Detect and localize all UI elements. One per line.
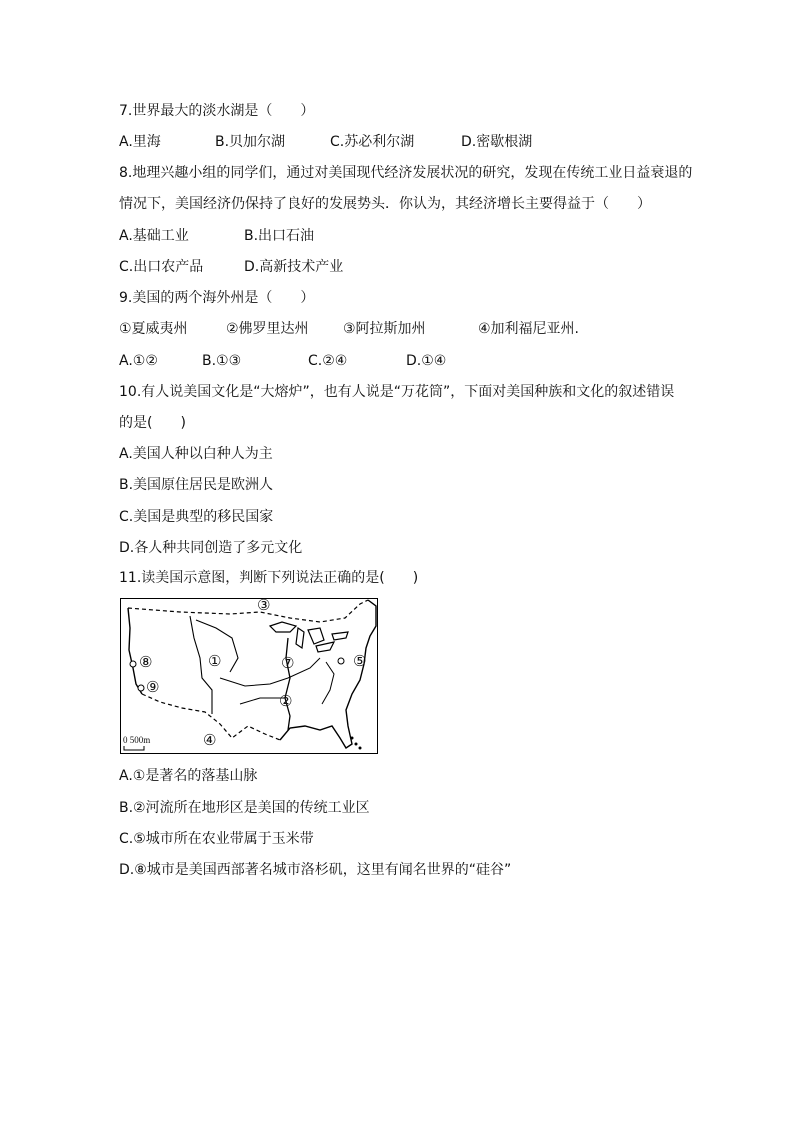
map-scale-label: 0 500m xyxy=(123,735,151,745)
q11-option-b: B.②河流所在地形区是美国的传统工业区 xyxy=(119,800,370,816)
q7-option-a: A.里海 xyxy=(119,134,161,150)
q8-option-b: B.出口石油 xyxy=(244,228,315,244)
q9-stem: 9.美国的两个海外州是（ ） xyxy=(119,290,315,306)
usa-map xyxy=(120,598,378,754)
q10-option-d: D.各人种共同创造了多元文化 xyxy=(119,540,303,556)
map-label-3: ③ xyxy=(257,596,271,614)
q11-option-c: C.⑤城市所在农业带属于玉米带 xyxy=(119,831,314,847)
q9-option-a: A.①② xyxy=(119,353,158,369)
q11-option-d: D.⑧城市是美国西部著名城市洛杉矶，这里有闻名世界的“硅谷” xyxy=(119,862,512,878)
q9-item-2: ②佛罗里达州 xyxy=(226,321,309,337)
q8-option-c: C.出口农产品 xyxy=(119,259,204,275)
q8-stem-line1: 8.地理兴趣小组的同学们，通过对美国现代经济发展状况的研究，发现在传统工业日益衰退的 xyxy=(119,165,693,181)
q7-stem: 7.世界最大的淡水湖是（ ） xyxy=(119,103,315,119)
q8-option-d: D.高新技术产业 xyxy=(244,259,344,275)
q11-option-a: A.①是著名的落基山脉 xyxy=(119,768,258,784)
map-label-7: ⑦ xyxy=(281,654,295,672)
q10-option-c: C.美国是典型的移民国家 xyxy=(119,509,274,525)
map-label-8: ⑧ xyxy=(139,653,153,671)
q10-option-a: A.美国人种以白种人为主 xyxy=(119,446,273,462)
map-label-2: ② xyxy=(279,692,293,710)
q10-option-b: B.美国原住居民是欧洲人 xyxy=(119,477,274,493)
map-label-4: ④ xyxy=(203,731,217,749)
q7-option-b: B.贝加尔湖 xyxy=(215,134,286,150)
q9-item-4: ④加利福尼亚州. xyxy=(478,321,580,337)
q7-option-d: D.密歇根湖 xyxy=(461,134,533,150)
q10-stem-line2: 的是( ) xyxy=(119,415,186,431)
q8-stem-line2: 情况下，美国经济仍保持了良好的发展势头．你认为，其经济增长主要得益于（ ） xyxy=(119,196,651,212)
q7-option-c: C.苏必利尔湖 xyxy=(330,134,415,150)
map-label-9: ⑨ xyxy=(146,678,160,696)
q11-stem: 11.读美国示意图，判断下列说法正确的是( ) xyxy=(119,570,419,586)
q9-option-b: B.①③ xyxy=(202,353,242,369)
q10-stem-line1: 10.有人说美国文化是“大熔炉”，也有人说是“万花筒”，下面对美国种族和文化的叙述错误 xyxy=(119,384,675,400)
map-label-5: ⑤ xyxy=(353,652,367,670)
q9-option-c: C.②④ xyxy=(308,353,348,369)
q9-option-d: D.①④ xyxy=(406,353,447,369)
q8-option-a: A.基础工业 xyxy=(119,228,189,244)
q9-item-1: ①夏威夷州 xyxy=(119,321,188,337)
map-label-1: ① xyxy=(208,652,222,670)
q9-item-3: ③阿拉斯加州 xyxy=(343,321,426,337)
